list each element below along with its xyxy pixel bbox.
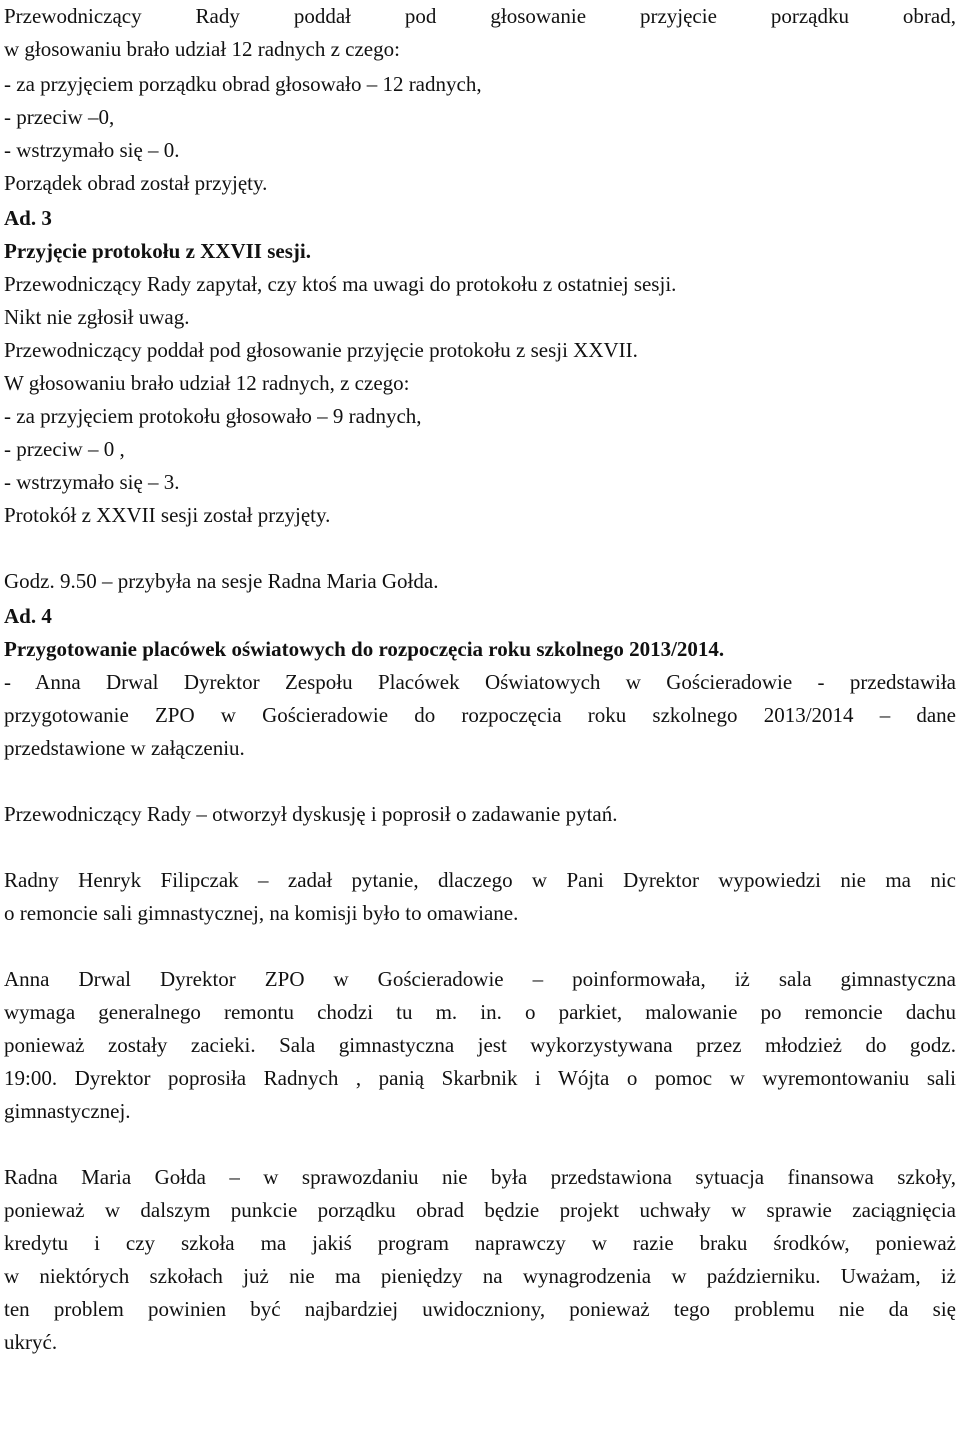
ad3-section: [4, 202, 956, 532]
vote-abstain: - wstrzymało się – 0.: [4, 138, 180, 162]
text-line: Przewodniczący Rady zapytał, czy ktoś ma uwagi do protokołu z ostatniej sesji.: [4, 272, 677, 296]
section-heading: Ad. 3: [4, 206, 52, 230]
vote-result: Protokół z XXVII sesji został przyjęty.: [4, 503, 331, 527]
vote-for: - za przyjęciem protokołu głosowało – 9 radnych,: [4, 404, 422, 428]
paragraph-line: ponieważ w dalszym punkcie porządku obrad będzie projekt uchwały w sprawie zaciągnięcia: [4, 1198, 956, 1222]
vote-result: Porządek obrad został przyjęty.: [4, 171, 268, 195]
paragraph-line: ten problem powinien być najbardziej uwidoczniony, ponieważ tego problemu nie da się: [4, 1297, 956, 1321]
paragraph-line: ukryć.: [4, 1330, 58, 1354]
text-line: Przewodniczący poddał pod głosowanie przyjęcie protokołu z sesji XXVII.: [4, 338, 638, 362]
intro-line: w głosowaniu brało udział 12 radnych z czego:: [4, 37, 400, 61]
vote-for: - za przyjęciem porządku obrad głosowało – 12 radnych,: [4, 72, 482, 96]
paragraph-line: ponieważ zostały zacieki. Sala gimnastyczna jest wykorzystywana przez młodzież do godz.: [4, 1033, 956, 1057]
intro-line: Przewodniczący Rady poddał pod głosowanie przyjęcie porządku obrad,: [4, 4, 956, 28]
paragraph-line: w niektórych szkołach już nie ma pieniędzy na wynagrodzenia w październiku. Uważam, iż: [4, 1264, 956, 1288]
paragraph-line: Radny Henryk Filipczak – zadał pytanie, dlaczego w Pani Dyrektor wypowiedzi nie ma nic: [4, 868, 956, 892]
section-title: Przygotowanie placówek oświatowych do rozpoczęcia roku szkolnego 2013/2014.: [4, 637, 725, 661]
arrival-note: Godz. 9.50 – przybyła na sesje Radna Maria Gołda.: [4, 569, 439, 593]
paragraph-line: 19:00. Dyrektor poprosiła Radnych , panią Skarbnik i Wójta o pomoc w wyremontowaniu sali: [4, 1066, 956, 1090]
paragraph-line: przygotowanie ZPO w Gościeradowie do rozpoczęcia roku szkolnego 2013/2014 – dane: [4, 703, 956, 727]
paragraph-line: gimnastycznej.: [4, 1099, 131, 1123]
paragraph-line: wymaga generalnego remontu chodzi tu m. in. o parkiet, malowanie po remoncie dachu: [4, 1000, 956, 1024]
paragraph-line: Radna Maria Gołda – w sprawozdaniu nie była przedstawiona sytuacja finansowa szkoły,: [4, 1165, 956, 1189]
vote-against: - przeciw – 0 ,: [4, 437, 125, 461]
intro-section: [4, 0, 956, 200]
vote-abstain: - wstrzymało się – 3.: [4, 470, 180, 494]
section-title: Przyjęcie protokołu z XXVII sesji.: [4, 239, 311, 263]
paragraph-line: przedstawione w załączeniu.: [4, 736, 245, 760]
paragraph-line: - Anna Drwal Dyrektor Zespołu Placówek Oświatowych w Gościeradowie - przedstawiła: [4, 670, 956, 694]
text-line: W głosowaniu brało udział 12 radnych, z czego:: [4, 371, 410, 395]
paragraph-line: Przewodniczący Rady – otworzył dyskusję i poprosił o zadawanie pytań.: [4, 802, 618, 826]
ad4-section: [4, 600, 956, 1359]
paragraph-line: kredytu i czy szkoła ma jakiś program naprawczy w razie braku środków, ponieważ: [4, 1231, 956, 1255]
vote-against: - przeciw –0,: [4, 105, 115, 129]
document-page: [4, 0, 956, 1359]
paragraph-line: Anna Drwal Dyrektor ZPO w Gościeradowie – poinformowała, iż sala gimnastyczna: [4, 967, 956, 991]
text-line: Nikt nie zgłosił uwag.: [4, 305, 190, 329]
section-heading: Ad. 4: [4, 604, 52, 628]
paragraph-line: o remoncie sali gimnastycznej, na komisji było to omawiane.: [4, 901, 519, 925]
